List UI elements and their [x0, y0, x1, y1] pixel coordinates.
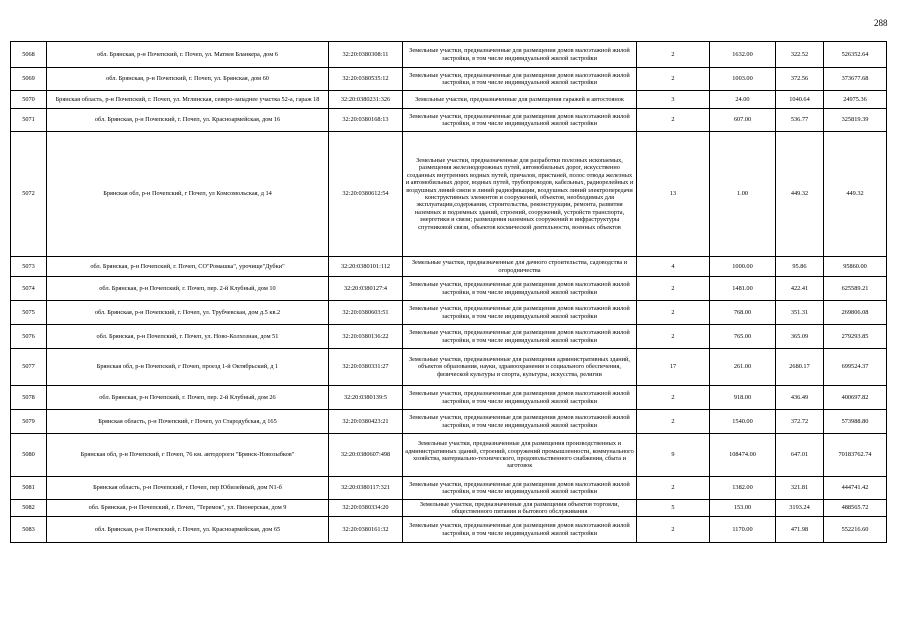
table-row: [11, 109, 887, 132]
row-number: 5072: [11, 132, 47, 257]
specific-value-cell: 372.56: [776, 68, 824, 91]
cadastral-value-cell: 24975.36: [824, 91, 887, 109]
address-cell: обл. Брянская, р-н Почепский, г. Почеп, пер. 2-й Клубный, дом 10: [47, 277, 329, 301]
area-cell: 24.00: [710, 91, 776, 109]
address-cell: обл. Брянская, р-н Почепский, г. Почеп, ул. Брянская, дом 60: [47, 68, 329, 91]
land-use-cell: Земельные участки, предназначенные для размещения домов малоэтажной жилой застройки, в том числе индивидуальной жилой застройки: [403, 477, 637, 500]
cadastral-number-cell: 32:20:0380334:20: [329, 500, 403, 517]
row-number: 5068: [11, 42, 47, 68]
specific-value-cell: 471.98: [776, 517, 824, 543]
address-cell: Брянская обл, р-н Почепский, г Почеп, проезд 1-й Октябрьский, д 1: [47, 349, 329, 386]
cadastral-value-cell: 95860.00: [824, 257, 887, 277]
area-cell: 1481.00: [710, 277, 776, 301]
cadastral-value-table: [10, 41, 887, 543]
area-cell: 153.00: [710, 500, 776, 517]
cadastral-value-cell: 625589.21: [824, 277, 887, 301]
area-cell: 1382.00: [710, 477, 776, 500]
area-cell: 1003.00: [710, 68, 776, 91]
row-number: 5082: [11, 500, 47, 517]
table-row: [11, 301, 887, 325]
group-cell: 2: [637, 386, 710, 410]
row-number: 5069: [11, 68, 47, 91]
land-use-cell: Земельные участки, предназначенные для размещения домов малоэтажной жилой застройки, в том числе индивидуальной жилой застройки: [403, 410, 637, 434]
specific-value-cell: 2680.17: [776, 349, 824, 386]
area-cell: 1170.00: [710, 517, 776, 543]
group-cell: 2: [637, 477, 710, 500]
cadastral-value-cell: 444741.42: [824, 477, 887, 500]
cadastral-value-cell: 373677.68: [824, 68, 887, 91]
group-cell: 2: [637, 109, 710, 132]
cadastral-number-cell: 32:20:0380127:4: [329, 277, 403, 301]
group-cell: 9: [637, 434, 710, 477]
address-cell: Брянская обл, р-н Почепский, г Почеп, ул Комсомольская, д 14: [47, 132, 329, 257]
row-number: 5070: [11, 91, 47, 109]
land-use-cell: Земельные участки, предназначенные для размещения административных зданий, объектов образования, науки, здравоохранения и социального обеспечения, физической культуры и спорта, культуры, искусства, религии: [403, 349, 637, 386]
land-use-cell: Земельные участки, предназначенные для размещения домов малоэтажной жилой застройки, в том числе индивидуальной жилой застройки: [403, 109, 637, 132]
cadastral-value-cell: 325819.39: [824, 109, 887, 132]
specific-value-cell: 365.09: [776, 325, 824, 349]
address-cell: обл. Брянская, р-н Почепский, г. Почеп, ул. Ново-Колхозная, дом 51: [47, 325, 329, 349]
cadastral-value-cell: 269806.08: [824, 301, 887, 325]
table-row: [11, 325, 887, 349]
cadastral-number-cell: 32:20:0380231:326: [329, 91, 403, 109]
cadastral-value-cell: 526352.64: [824, 42, 887, 68]
cadastral-value-cell: 70183762.74: [824, 434, 887, 477]
cadastral-value-cell: 449.32: [824, 132, 887, 257]
specific-value-cell: 321.81: [776, 477, 824, 500]
address-cell: Брянская область, р-н Почепский, г Почеп, пер Юбилейный, дом N1-б: [47, 477, 329, 500]
group-cell: 2: [637, 68, 710, 91]
address-cell: Брянская обл, р-н Почепский, г Почеп, 76 км. автодороги "Брянск-Новозыбков": [47, 434, 329, 477]
group-cell: 17: [637, 349, 710, 386]
row-number: 5079: [11, 410, 47, 434]
area-cell: 108474.00: [710, 434, 776, 477]
group-cell: 2: [637, 517, 710, 543]
land-use-cell: Земельные участки, предназначенные для размещения домов малоэтажной жилой застройки, в том числе индивидуальной жилой застройки: [403, 301, 637, 325]
area-cell: 1632.00: [710, 42, 776, 68]
group-cell: 2: [637, 325, 710, 349]
cadastral-number-cell: 32:20:0380607:498: [329, 434, 403, 477]
table-row: [11, 277, 887, 301]
table-row: [11, 349, 887, 386]
group-cell: 3: [637, 91, 710, 109]
cadastral-number-cell: 32:20:0380603:51: [329, 301, 403, 325]
cadastral-value-cell: 573988.80: [824, 410, 887, 434]
row-number: 5080: [11, 434, 47, 477]
address-cell: обл. Брянская, р-н Почепский, г. Почеп, СО"Ромашка", урочище"Дубки": [47, 257, 329, 277]
specific-value-cell: 436.49: [776, 386, 824, 410]
address-cell: обл. Брянская, р-н Почепский, г. Почеп, ул. Красноармейская, дом 16: [47, 109, 329, 132]
table-row: [11, 500, 887, 517]
area-cell: 1540.00: [710, 410, 776, 434]
row-number: 5076: [11, 325, 47, 349]
land-use-cell: Земельные участки, предназначенные для размещения домов малоэтажной жилой застройки, в том числе индивидуальной жилой застройки: [403, 517, 637, 543]
row-number: 5083: [11, 517, 47, 543]
group-cell: 2: [637, 277, 710, 301]
cadastral-number-cell: 32:20:0380117:321: [329, 477, 403, 500]
area-cell: 1.00: [710, 132, 776, 257]
land-use-cell: Земельные участки, предназначенные для размещения домов малоэтажной жилой застройки, в том числе индивидуальной жилой застройки: [403, 68, 637, 91]
cadastral-value-cell: 400697.82: [824, 386, 887, 410]
area-cell: 765.00: [710, 325, 776, 349]
group-cell: 2: [637, 42, 710, 68]
address-cell: обл. Брянская, р-н Почепский, г. Почеп, ул. Матвея Бланкера, дом 6: [47, 42, 329, 68]
land-use-cell: Земельные участки, предназначенные для размещения домов малоэтажной жилой застройки, в том числе индивидуальной жилой застройки: [403, 325, 637, 349]
cadastral-number-cell: 32:20:0380535:12: [329, 68, 403, 91]
address-cell: обл. Брянская, р-н Почепский, г. Почеп, ул. Трубчевская, дом д.5 кв.2: [47, 301, 329, 325]
page-number: 288: [874, 18, 888, 28]
table-row: [11, 42, 887, 68]
address-cell: обл. Брянская, р-н Почепский, г. Почеп, "Теремок", ул. Пионерская, дом 9: [47, 500, 329, 517]
row-number: 5078: [11, 386, 47, 410]
specific-value-cell: 95.86: [776, 257, 824, 277]
group-cell: 2: [637, 410, 710, 434]
cadastral-number-cell: 32:20:0380161:32: [329, 517, 403, 543]
area-cell: 607.00: [710, 109, 776, 132]
table-row: [11, 91, 887, 109]
specific-value-cell: 372.72: [776, 410, 824, 434]
cadastral-value-cell: 279293.85: [824, 325, 887, 349]
table-row: [11, 132, 887, 257]
land-use-cell: Земельные участки, предназначенные для размещения производственных и административных зданий, строений, сооружений промышленности, коммунального хозяйства, материально-технического, продовольственного снабжения, сбыта и заготовок: [403, 434, 637, 477]
land-use-cell: Земельные участки, предназначенные для размещения домов малоэтажной жилой застройки, в том числе индивидуальной жилой застройки: [403, 386, 637, 410]
cadastral-number-cell: 32:20:0380101:112: [329, 257, 403, 277]
row-number: 5077: [11, 349, 47, 386]
land-use-cell: Земельные участки, предназначенные для размещения гаражей и автостоянок: [403, 91, 637, 109]
cadastral-number-cell: 32:20:0380308:11: [329, 42, 403, 68]
area-cell: 261.00: [710, 349, 776, 386]
row-number: 5081: [11, 477, 47, 500]
specific-value-cell: 449.32: [776, 132, 824, 257]
specific-value-cell: 647.01: [776, 434, 824, 477]
cadastral-value-cell: 488565.72: [824, 500, 887, 517]
row-number: 5073: [11, 257, 47, 277]
group-cell: 4: [637, 257, 710, 277]
cadastral-number-cell: 32:20:0380136:22: [329, 325, 403, 349]
address-cell: обл. Брянская, р-н Почепский, г. Почеп, ул. Красноармейская, дом 65: [47, 517, 329, 543]
table-row: [11, 477, 887, 500]
area-cell: 1000.00: [710, 257, 776, 277]
land-use-cell: Земельные участки, предназначенные для разработки полезных ископаемых, размещения железнодорожных путей, автомобильных дорог, искусственно созданных внутренних водных путей, причалов, пристаней, полос отвода железных и автомобильных дорог, водных путей, трубопроводов, кабельных, радиорелейных и воздушных линий связи и линий радиофикации, воздушных линий электропередачи конструктивных элементов и сооружений, объектов, необходимых для эксплуатации,содержания, строительства, реконструкции, ремонта, развития наземных и подземных зданий, строений, сооружений, устройств транспорта, энергетики и связи; размещения наземных сооружений и инфраструктуры спутниковой связи, объектов космической деятельности, военных объектов: [403, 132, 637, 257]
land-use-cell: Земельные участки, предназначенные для размещения объектов торговли, общественного питания и бытового обслуживания: [403, 500, 637, 517]
row-number: 5075: [11, 301, 47, 325]
table-row: [11, 434, 887, 477]
specific-value-cell: 1040.64: [776, 91, 824, 109]
cadastral-number-cell: 32:20:0380423:21: [329, 410, 403, 434]
area-cell: 918.00: [710, 386, 776, 410]
land-use-cell: Земельные участки, предназначенные для размещения домов малоэтажной жилой застройки, в том числе индивидуальной жилой застройки: [403, 42, 637, 68]
address-cell: Брянская область, р-н Почепский, г Почеп, ул Стародубская, д 165: [47, 410, 329, 434]
group-cell: 13: [637, 132, 710, 257]
area-cell: 768.00: [710, 301, 776, 325]
specific-value-cell: 422.41: [776, 277, 824, 301]
specific-value-cell: 351.31: [776, 301, 824, 325]
cadastral-number-cell: 32:20:0380331:27: [329, 349, 403, 386]
table-row: [11, 257, 887, 277]
land-use-cell: Земельные участки, предназначенные для дачного строительства, садоводства и огородничества: [403, 257, 637, 277]
table-row: [11, 410, 887, 434]
table-row: [11, 386, 887, 410]
land-use-cell: Земельные участки, предназначенные для размещения домов малоэтажной жилой застройки, в том числе индивидуальной жилой застройки: [403, 277, 637, 301]
group-cell: 2: [637, 301, 710, 325]
specific-value-cell: 3193.24: [776, 500, 824, 517]
cadastral-number-cell: 32:20:0380139:5: [329, 386, 403, 410]
cadastral-value-cell: 699524.37: [824, 349, 887, 386]
specific-value-cell: 322.52: [776, 42, 824, 68]
cadastral-number-cell: 32:20:0380612:54: [329, 132, 403, 257]
address-cell: обл. Брянская, р-н Почепский, г. Почеп, пер. 2-й Клубный, дом 26: [47, 386, 329, 410]
specific-value-cell: 536.77: [776, 109, 824, 132]
row-number: 5071: [11, 109, 47, 132]
table-row: [11, 68, 887, 91]
cadastral-value-cell: 552216.60: [824, 517, 887, 543]
cadastral-number-cell: 32:20:0380168:13: [329, 109, 403, 132]
group-cell: 5: [637, 500, 710, 517]
address-cell: Брянская область, р-н Почепский, г. Почеп, ул. Мглинская, северо-западнее участка 52-а, гараж 18: [47, 91, 329, 109]
row-number: 5074: [11, 277, 47, 301]
table-row: [11, 517, 887, 543]
